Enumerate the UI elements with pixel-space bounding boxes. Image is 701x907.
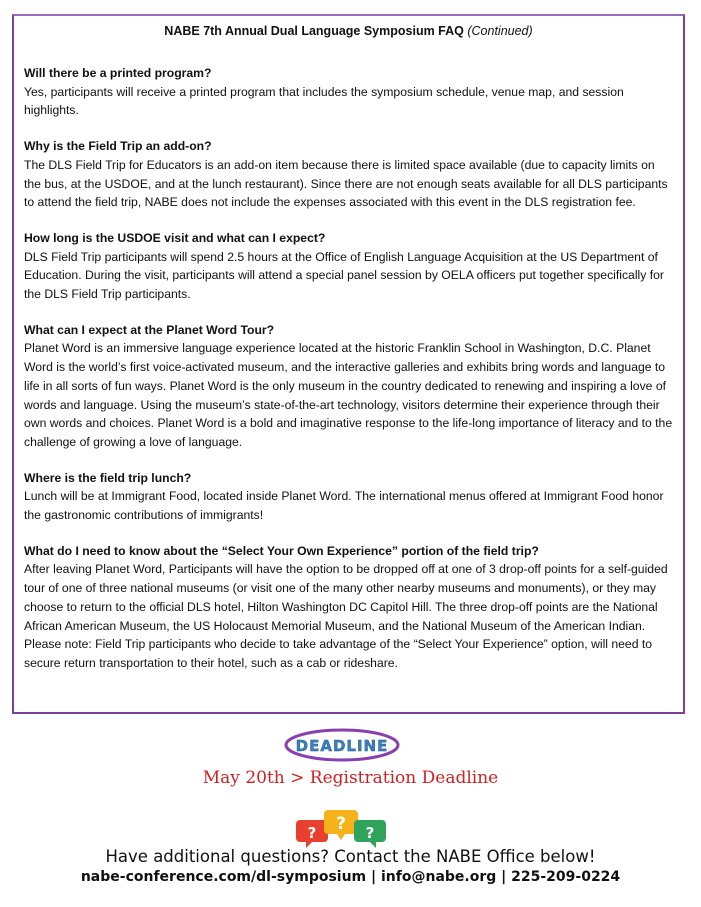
faq-question: How long is the USDOE visit and what can I expect? (24, 230, 326, 245)
green-bubble-mark: ? (365, 824, 375, 842)
yellow-bubble-mark: ? (336, 814, 346, 834)
faq-item (24, 64, 673, 120)
title-main: NABE 7th Annual Dual Language Symposium FAQ (164, 24, 464, 38)
faq-question: Why is the Field Trip an add-on? (24, 139, 212, 154)
page-title (24, 24, 673, 38)
faq-question: What can I expect at the Planet Word Tour? (24, 322, 275, 337)
faq-item (24, 542, 673, 673)
faq-question: Where is the field trip lunch? (24, 470, 192, 485)
faq-answer: DLS Field Trip participants will spend 2.5 hours at the Office of English Language Acquisition at the US Department of Education. During the visit, participants will attend a special panel session by OELA officers put together specifically for the DLS Field Trip participants. (24, 249, 664, 302)
faq-answer: The DLS Field Trip for Educators is an add-on item because there is limited space available (due to capacity limits on the bus, at the USDOE, and at the lunch restaurant). Since there are not enough seats available for all DLS participants to attend the field trip, NABE does not include the expenses associated with this event in the DLS registration fee. (24, 157, 668, 210)
green-question-bubble-icon (354, 820, 386, 848)
registration-deadline: May 20th > Registration Deadline (202, 768, 499, 788)
faq-item (24, 321, 673, 452)
faq-question: What do I need to know about the “Select Your Own Experience” portion of the field trip? (24, 543, 539, 558)
yellow-question-bubble-icon (324, 810, 358, 840)
faq-item (24, 469, 673, 525)
deadline-badge (283, 727, 401, 763)
red-question-bubble-icon (296, 820, 328, 848)
faq-answer: After leaving Planet Word, Participants will have the option to be dropped off at one of 3 drop-off points for a self-guided tour of one of three national museums (or visit one of the many other nearby museums and monuments), or they may choose to return to the official DLS hotel, Hilton Washington DC Capitol Hill. The three drop-off points are the National African American Museum, the US Holocaust Memorial Museum, and the National Museum of the American Indian. Please note: Field Trip participants who decide to take advantage of the “Select Your Experience” option, will need to secure return transportation to their hotel, such as a cab or rideshare. (24, 562, 668, 670)
contact-details: nabe-conference.com/dl-symposium | info@nabe.org | 225-209-0224 (80, 869, 621, 885)
faq-answer: Planet Word is an immersive language experience located at the historic Franklin School in Washington, D.C. Planet Word is the world’s first voice-activated museum, and the interactive galleries and exhibits bring words and language to life in all sorts of fun ways. Planet Word is the only museum in the country dedicated to renewing and inspiring a love of words and language. Using the museum’s state-of-the-art technology, visitors determine their experience through their own words and choices. Planet Word is a bold and imaginative response to the life-long importance of literacy and to the challenge of growing a love of language. (24, 341, 673, 449)
faq-item (24, 137, 673, 212)
red-bubble-mark: ? (307, 824, 317, 842)
faq-frame (12, 14, 685, 714)
faq-question: Will there be a printed program? (24, 66, 212, 80)
deadline-badge-text: DEADLINE (295, 737, 389, 755)
question-bubbles-icon (296, 808, 388, 850)
contact-prompt: Have additional questions? Contact the NABE Office below! (105, 847, 596, 866)
faq-answer: Lunch will be at Immigrant Food, located inside Planet Word. The international menus offered at Immigrant Food honor the gastronomic contributions of immigrants! (24, 489, 664, 523)
faq-item (24, 229, 673, 304)
title-suffix: (Continued) (467, 24, 533, 38)
faq-answer: Yes, participants will receive a printed program that includes the symposium schedule, venue map, and session highlights. (24, 84, 624, 118)
